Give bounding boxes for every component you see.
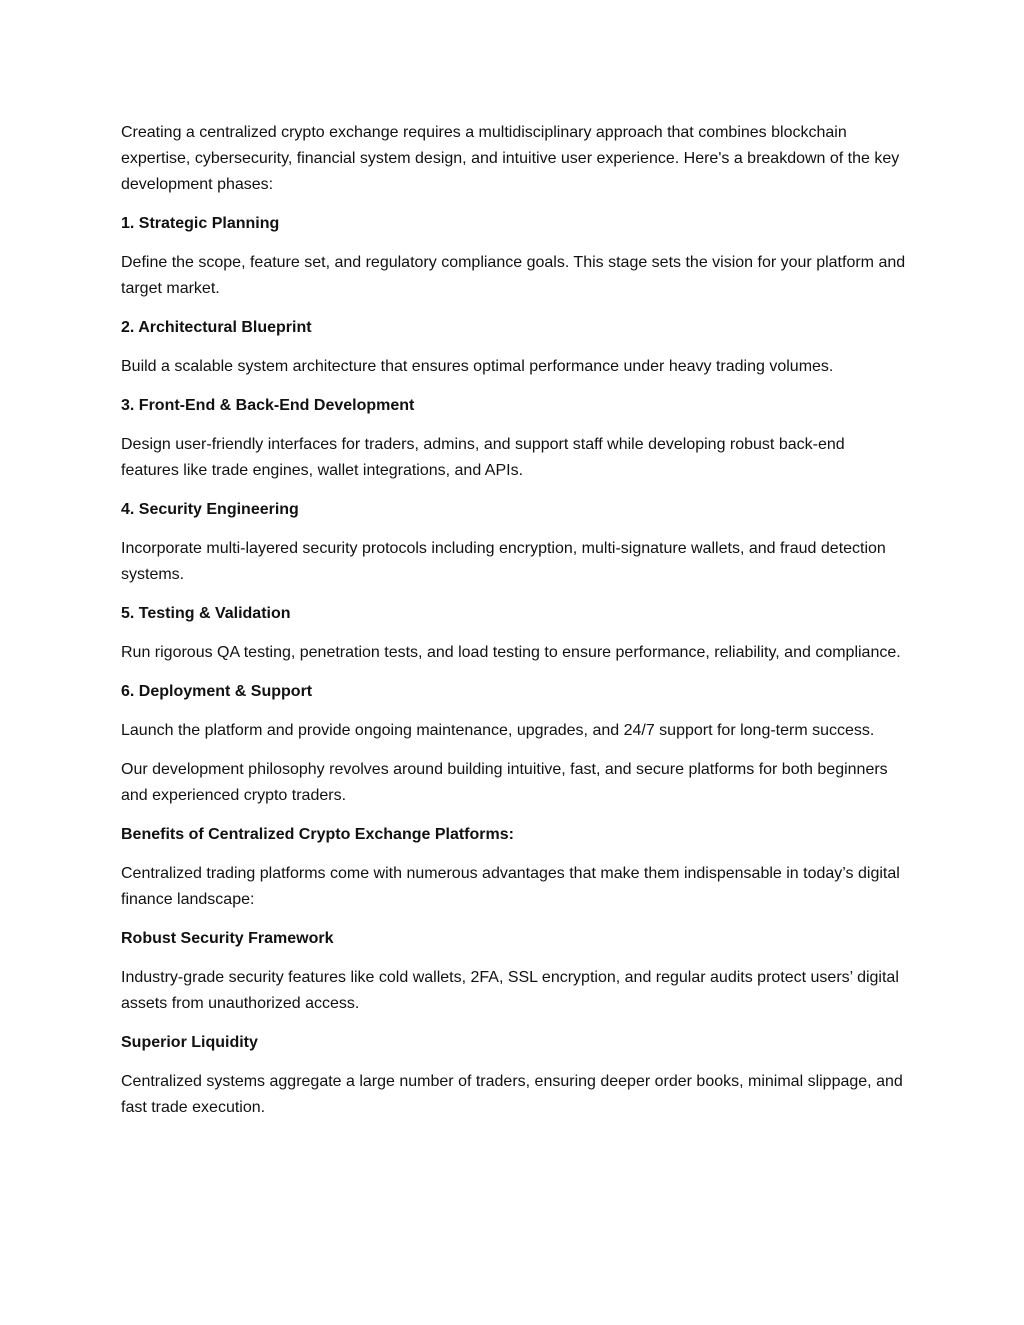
- document-page: [121, 120, 906, 1134]
- phase-heading-deployment-support: 6. Deployment & Support: [121, 683, 313, 700]
- benefit-body-security-framework: Industry-grade security features like cold wallets, 2FA, SSL encryption, and regular audits protect users’ digital assets from unauthorized access.: [121, 969, 899, 1012]
- benefit-heading-security-framework: Robust Security Framework: [121, 930, 334, 947]
- phase-heading-testing-validation: 5. Testing & Validation: [121, 605, 291, 622]
- phase-body-deployment-support: Launch the platform and provide ongoing maintenance, upgrades, and 24/7 support for long-term success.: [121, 722, 875, 739]
- benefit-heading-superior-liquidity: Superior Liquidity: [121, 1034, 258, 1051]
- intro-paragraph: Creating a centralized crypto exchange requires a multidisciplinary approach that combines blockchain expertise, cybersecurity, financial system design, and intuitive user experience. Here's a breakdown of the key development phases:: [121, 124, 900, 193]
- phase-body-strategic-planning: Define the scope, feature set, and regulatory compliance goals. This stage sets the vision for your platform and target market.: [121, 254, 906, 297]
- phase-body-security-engineering: Incorporate multi-layered security protocols including encryption, multi-signature wallets, and fraud detection systems.: [121, 540, 886, 583]
- phase-body-development: Design user-friendly interfaces for traders, admins, and support staff while developing robust back-end features like trade engines, wallet integrations, and APIs.: [121, 436, 845, 479]
- benefits-intro-paragraph: Centralized trading platforms come with numerous advantages that make them indispensable in today’s digital finance landscape:: [121, 865, 900, 908]
- phase-heading-security-engineering: 4. Security Engineering: [121, 501, 299, 518]
- philosophy-paragraph: Our development philosophy revolves around building intuitive, fast, and secure platforms for both beginners and experienced crypto traders.: [121, 761, 888, 804]
- benefit-body-superior-liquidity: Centralized systems aggregate a large number of traders, ensuring deeper order books, minimal slippage, and fast trade execution.: [121, 1073, 903, 1116]
- phase-body-architectural-blueprint: Build a scalable system architecture that ensures optimal performance under heavy trading volumes.: [121, 358, 834, 375]
- benefits-heading: Benefits of Centralized Crypto Exchange Platforms:: [121, 826, 514, 843]
- phase-heading-development: 3. Front-End & Back-End Development: [121, 397, 415, 414]
- phase-heading-strategic-planning: 1. Strategic Planning: [121, 215, 280, 232]
- phase-body-testing-validation: Run rigorous QA testing, penetration tests, and load testing to ensure performance, reliability, and compliance.: [121, 644, 901, 661]
- phase-heading-architectural-blueprint: 2. Architectural Blueprint: [121, 319, 312, 336]
